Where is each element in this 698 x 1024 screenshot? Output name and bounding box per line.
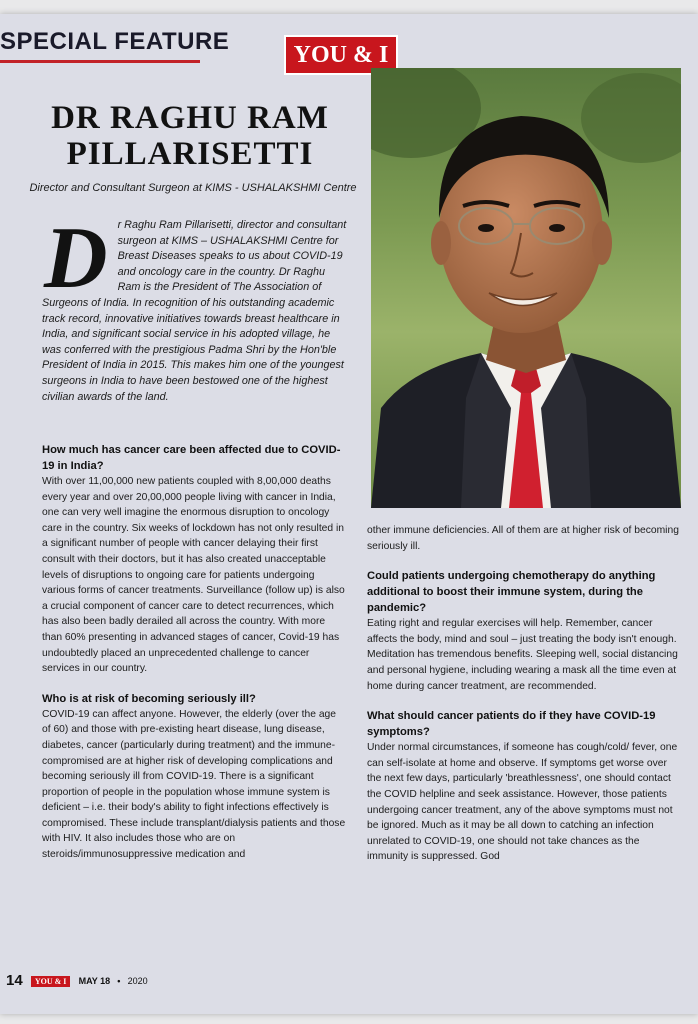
brand-logo: YOU & I: [284, 35, 398, 75]
section-underline: [0, 60, 200, 63]
question-1: How much has cancer care been affected due to COVID-19 in India?: [42, 444, 341, 472]
intro-paragraph: [42, 210, 348, 405]
separator-dot: •: [117, 976, 121, 987]
question-3: Could patients undergoing chemotherapy do anything additional to boost their immune system, during the pandemic?: [367, 570, 656, 615]
title-line-1: DR RAGHU RAM: [51, 100, 329, 136]
issue-year: 2020: [127, 976, 148, 987]
answer-3: Eating right and regular exercises will help. Remember, cancer affects the body, mind and soul – just treating the body isn't enough. Meditation has tremendous benefits. Sleeping well, social distancing and personal hygiene, including wearing a mask all the time even at home during cancer treatment, are recommended.: [367, 618, 678, 692]
page-footer: [6, 972, 148, 989]
intro-text: r Raghu Ram Pillarisetti, director and consultant surgeon at KIMS – USHALAKSHMI Centre for Breast Diseases speaks to us about COVID-19 and oncology care in the country. Dr Raghu Ram is the President of The Association of Surgeons of India. In recognition of his outstanding academic track record, innovative initiatives towards breast healthcare in India, and significant social service in his adopted village, he was conferred with the prestigious Padma Shri by the Hon'ble President of India in 2015. This makes him one of the youngest surgeons in India to have been bestowed one of the highest civilian awards of the land.: [42, 219, 347, 403]
footer-brand-logo: YOU & I: [31, 976, 71, 987]
title-line-2: PILLARISETTI: [66, 136, 314, 172]
article-subtitle: Director and Consultant Surgeon at KIMS - USHALAKSHMI Centre: [29, 182, 357, 194]
portrait-photo: [371, 68, 681, 508]
question-4: What should cancer patients do if they have COVID-19 symptoms?: [367, 710, 656, 739]
article-title: [20, 100, 360, 172]
answer-4: Under normal circumstances, if someone has cough/cold/ fever, one can self-isolate at home and observe. If symptoms get worse over the next few days, particularly 'breathlessness', one should contact the COVID helpline and seek assistance. However, those patients undergoing cancer treatment, any of the above symptoms must not be ignored. Much as it may be all down to catching an infection unrelated to COVID-19, one should not take chances as the immunity is suppressed. God: [367, 742, 678, 863]
portrait-illustration: [371, 68, 681, 508]
left-column: [42, 442, 346, 863]
answer-2: COVID-19 can affect anyone. However, the elderly (over the age of 60) and those with pre-existing heart disease, lung disease, diabetes, cancer (particularly during treatment) and the immune-compromised are at higher risk of developing complications and becoming seriously ill from COVID-19. There is a significant proportion of people in the population whose immune system is deficient – i.e. their body's ability to fight infections effectively is compromised. These include transplant/dialysis patients and those with HIV. It also includes those who are on steroids/immunosuppressive medication and: [42, 708, 346, 861]
section-label: SPECIAL FEATURE: [0, 28, 230, 55]
right-column: [367, 523, 679, 865]
answer-1: With over 11,00,000 new patients coupled with 8,00,000 deaths every year and over 20,00,000 people living with cancer in India, one can very well imagine the enormous disruption to oncology care in the country. Six weeks of lockdown has not only resulted in a significant number of people with cancer delaying their first consult with their doctors, but it has also created unacceptable levels of disruptions to ongoing care for patients undergoing various forms of cancer treatments. Surveillance (follow up) is also a crucial component of cancer care to detect recurrences, which has also been badly derailed all across the country. With more than 60% presenting in advanced stages of cancer, Covid-19 has undoubtedly placed an unprecedented challenge to cancer services in our country.: [42, 476, 345, 675]
answer-2-continued: other immune deficiencies. All of them are at higher risk of becoming seriously ill.: [367, 525, 679, 552]
issue-date: MAY 18: [78, 976, 111, 987]
question-2: Who is at risk of becoming seriously ill?: [42, 692, 256, 705]
page-number: 14: [6, 972, 23, 989]
drop-cap: D: [44, 210, 108, 307]
